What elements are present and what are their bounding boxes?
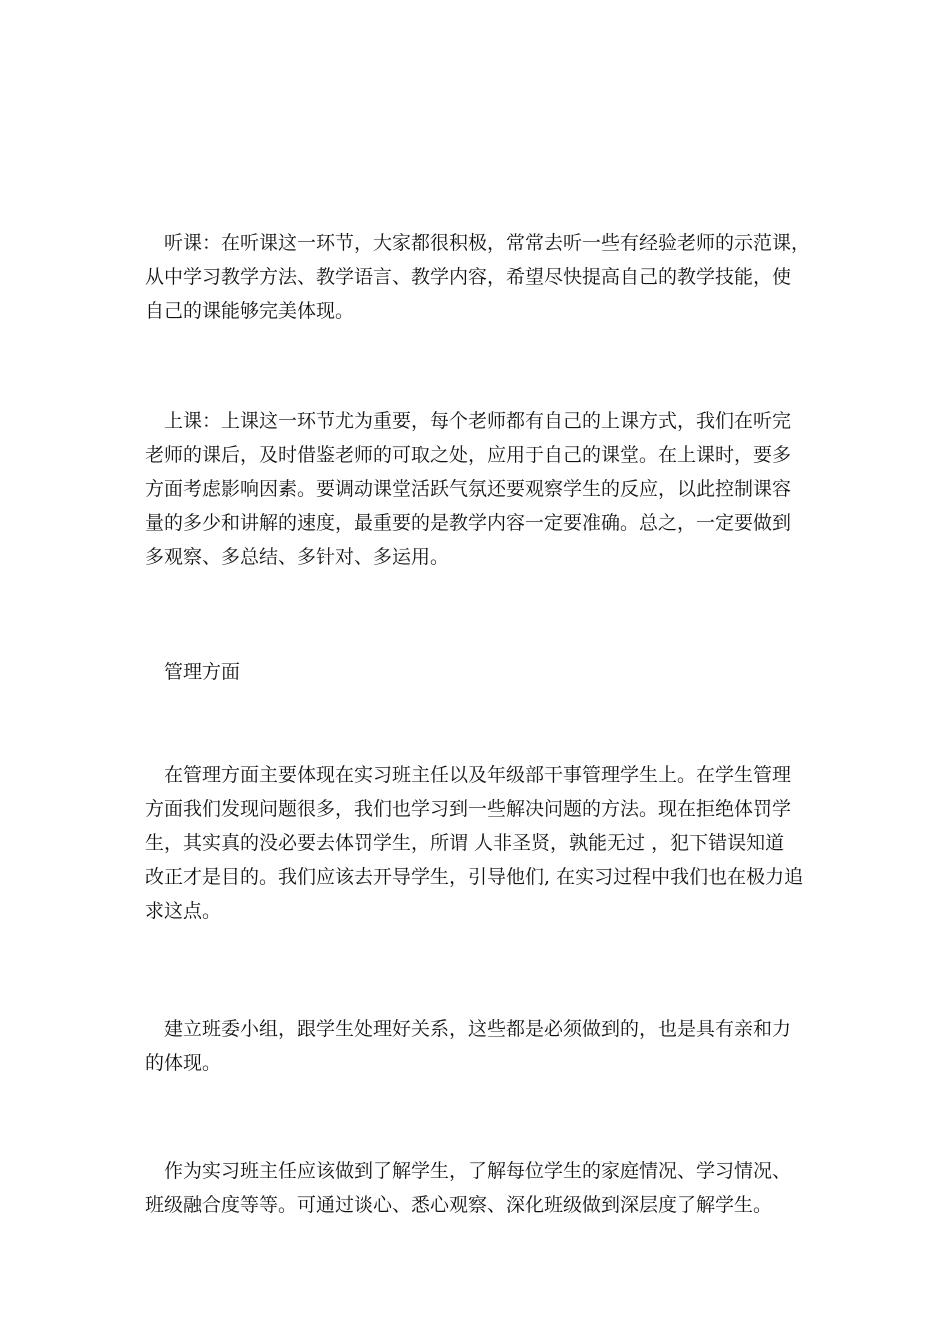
paragraph-management	[145, 758, 810, 928]
text-line: 方面我们发现问题很多，我们也学习到一些解决问题的方法。现在拒绝体罚学	[145, 798, 792, 820]
paragraph-listening	[145, 226, 810, 328]
paragraph-class-teacher	[145, 1154, 810, 1222]
text-line: 建立班委小组，跟学生处理好关系，这些都是必须做到的，也是具有亲和力	[164, 1018, 792, 1040]
text-line: 老师的课后，及时借鉴老师的可取之处，应用于自己的课堂。在上课时，要多	[145, 444, 792, 466]
text-line: 量的多少和讲解的速度，最重要的是教学内容一定要准确。总之，一定要做到	[145, 512, 792, 534]
paragraph-class-committee	[145, 1012, 810, 1080]
text-line: 求这点。	[145, 900, 222, 922]
section-heading-management	[145, 655, 810, 689]
text-line: 生，其实真的没必要去体罚学生，所谓 人非圣贤，孰能无过 ，犯下错误知道	[145, 832, 785, 854]
text-line: 在管理方面主要体现在实习班主任以及年级部干事管理学生上。在学生管理	[164, 764, 792, 786]
text-line: 从中学习教学方法、教学语言、教学内容，希望尽快提高自己的教学技能，使	[145, 266, 792, 288]
paragraph-teaching	[145, 404, 810, 574]
text-line: 自己的课能够完美体现。	[145, 300, 355, 322]
text-line: 多观察、多总结、多针对、多运用。	[145, 546, 450, 568]
text-line: 班级融合度等等。可通过谈心、悉心观察、深化班级做到深层度了解学生。	[145, 1194, 773, 1216]
text-line: 听课：在听课这一环节，大家都很积极，常常去听一些有经验老师的示范课，	[164, 232, 811, 254]
text-line: 的体现。	[145, 1052, 222, 1074]
text-line: 方面考虑影响因素。要调动课堂活跃气氛还要观察学生的反应，以此控制课容	[145, 478, 792, 500]
text-line: 作为实习班主任应该做到了解学生，了解每位学生的家庭情况、学习情况、	[164, 1160, 792, 1182]
heading-text: 管理方面	[164, 661, 241, 683]
text-line: 改正才是目的。我们应该去开导学生，引导他们, 在实习过程中我们也在极力追	[145, 866, 804, 888]
text-line: 上课：上课这一环节尤为重要，每个老师都有自己的上课方式，我们在听完	[164, 410, 792, 432]
